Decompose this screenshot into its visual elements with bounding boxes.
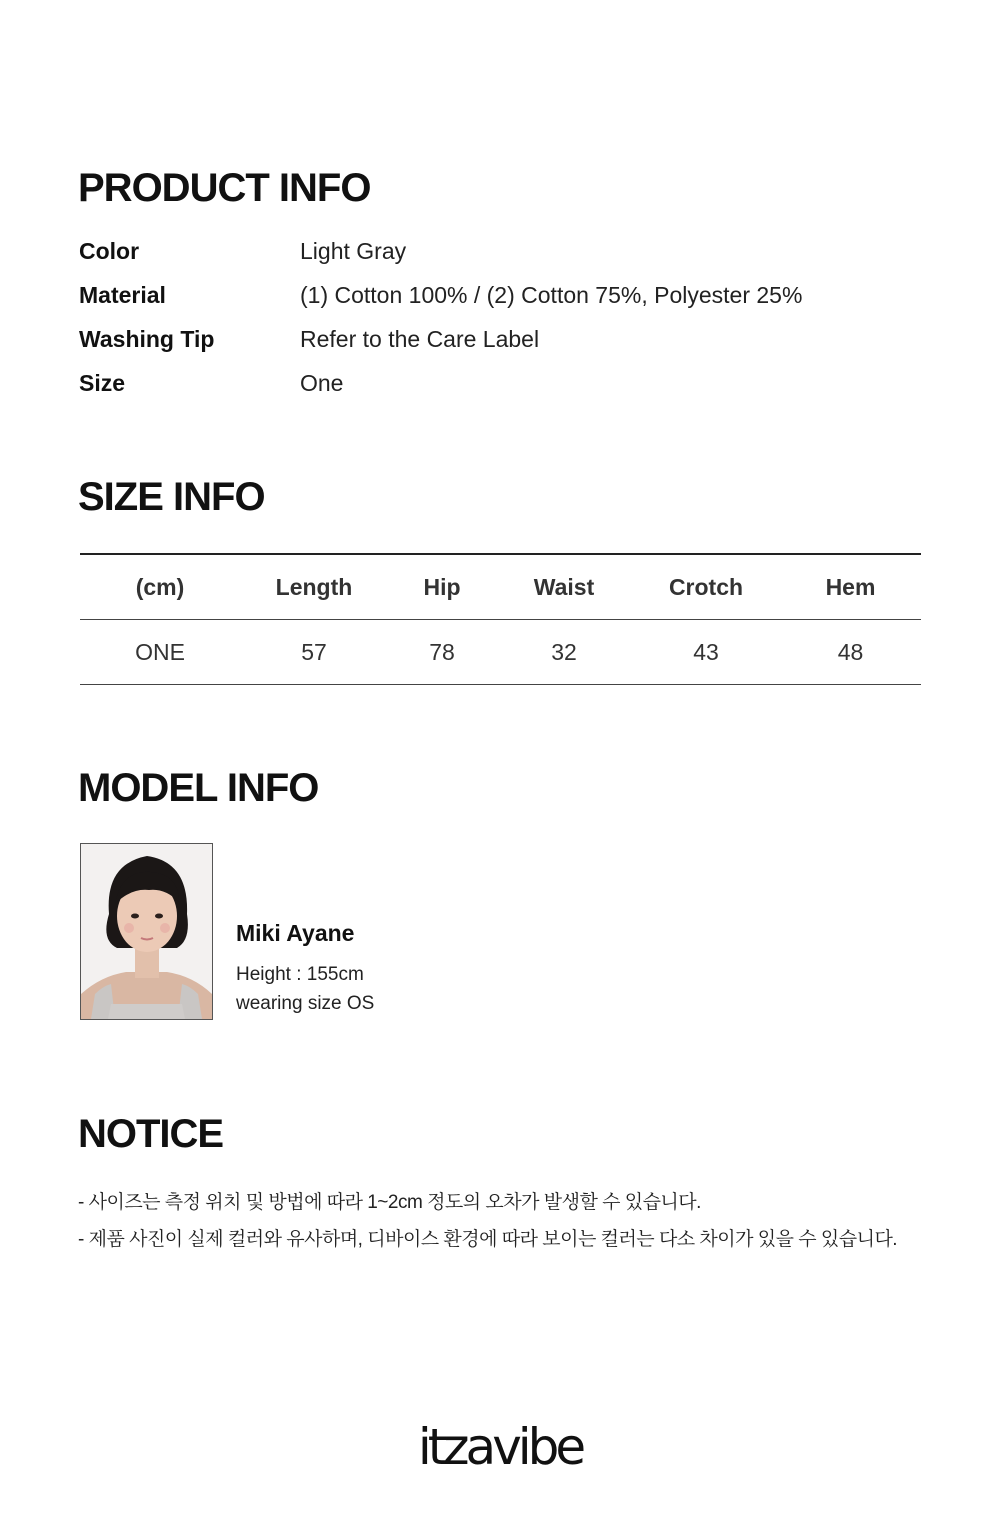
model-wearing-size: wearing size OS bbox=[236, 993, 375, 1014]
product-label-color: Color bbox=[79, 238, 140, 264]
size-header-length: Length bbox=[275, 573, 353, 600]
model-info-title: MODEL INFO bbox=[78, 766, 319, 810]
model-photo bbox=[80, 843, 213, 1020]
size-header-waist: Waist bbox=[533, 573, 595, 600]
size-cell-waist: 32 bbox=[551, 638, 577, 665]
product-label-size: Size bbox=[79, 370, 126, 396]
product-info-title: PRODUCT INFO bbox=[78, 166, 371, 210]
product-row-material bbox=[79, 282, 939, 312]
size-cell-hem: 48 bbox=[837, 638, 864, 665]
model-name: Miki Ayane bbox=[236, 920, 355, 946]
product-row-size bbox=[79, 370, 939, 400]
product-value-color: Light Gray bbox=[300, 238, 407, 264]
size-table-header-row bbox=[80, 554, 921, 620]
notice-line-size-tolerance: - 사이즈는 측정 위치 및 방법에 따라 1~2cm 정도의 오차가 발생할 수 있습니다. bbox=[78, 1192, 701, 1213]
product-value-washing-tip: Refer to the Care Label bbox=[300, 326, 540, 352]
size-info-title: SIZE INFO bbox=[78, 475, 265, 519]
notice-line-color-difference: - 제품 사진이 실제 컬러와 유사하며, 디바이스 환경에 따라 보이는 컬러는 다소 차이가 있을 수 있습니다. bbox=[78, 1229, 898, 1250]
product-row-color bbox=[79, 238, 939, 268]
product-label-material: Material bbox=[79, 282, 166, 308]
size-header-crotch: Crotch bbox=[668, 573, 744, 600]
size-cell-size: ONE bbox=[135, 638, 185, 665]
model-height: Height : 155cm bbox=[236, 964, 364, 985]
size-cell-crotch: 43 bbox=[693, 638, 719, 665]
product-row-washing-tip bbox=[79, 326, 939, 356]
size-cell-hip: 78 bbox=[429, 638, 455, 665]
size-header-hip: Hip bbox=[423, 573, 461, 600]
product-value-material: (1) Cotton 100% / (2) Cotton 75%, Polyester 25% bbox=[300, 282, 803, 308]
notice-title: NOTICE bbox=[78, 1112, 224, 1156]
size-header-unit: (cm) bbox=[135, 573, 185, 600]
size-header-hem: Hem bbox=[825, 573, 876, 600]
size-cell-length: 57 bbox=[301, 638, 327, 665]
table-row bbox=[80, 620, 921, 685]
size-table bbox=[80, 553, 921, 685]
product-value-size: One bbox=[300, 370, 344, 396]
brand-logo: itzavibe bbox=[417, 1418, 583, 1476]
product-label-washing-tip: Washing Tip bbox=[79, 326, 215, 352]
